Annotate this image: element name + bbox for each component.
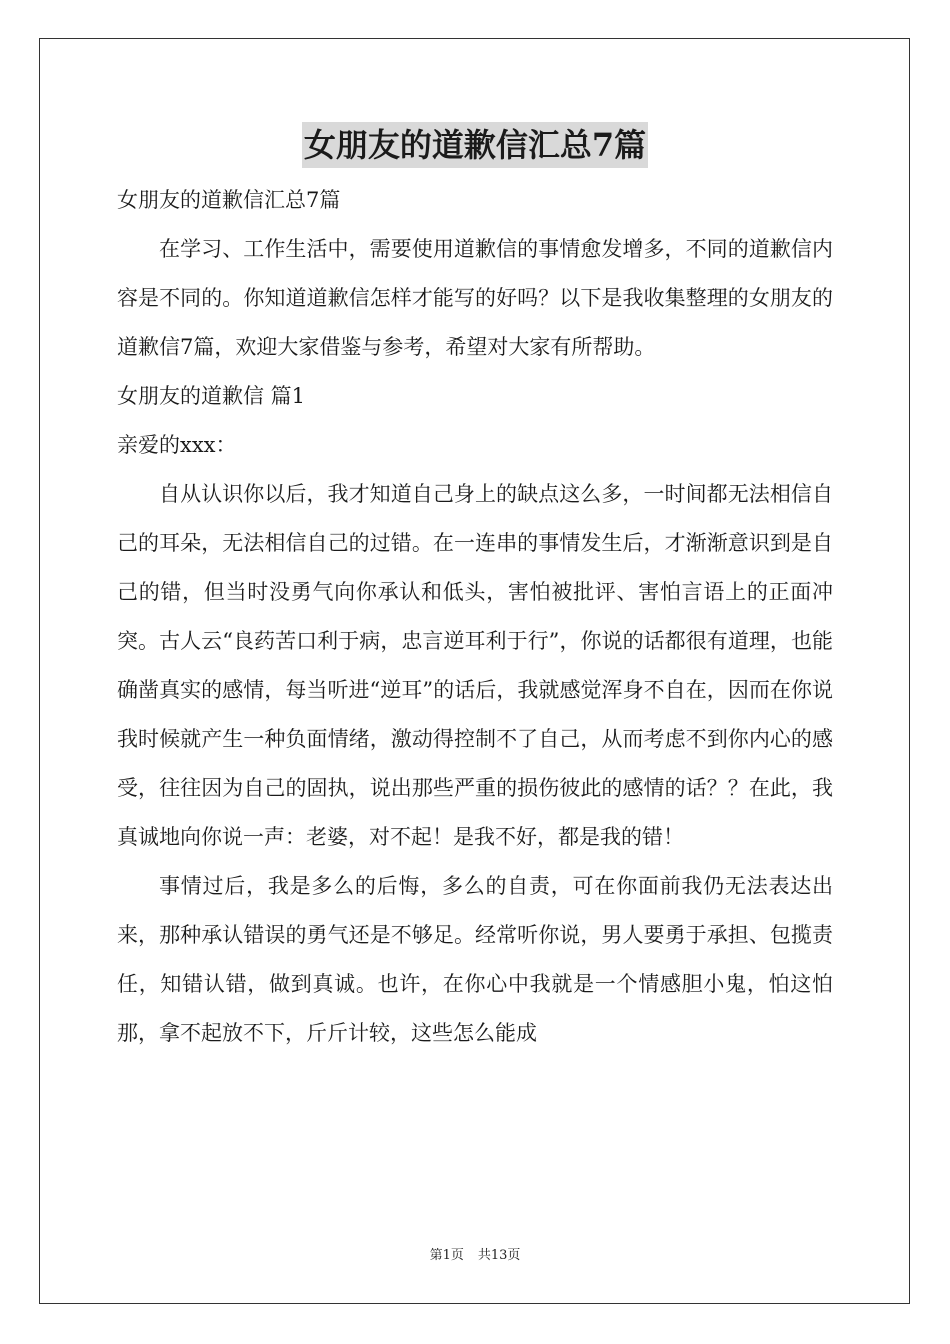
paragraph-intro: 在学习、工作生活中，需要使用道歉信的事情愈发增多，不同的道歉信内容是不同的。你知道道歉信怎样才能写的好吗？以下是我收集整理的女朋友的道歉信7篇，欢迎大家借鉴与参考，希望对大家有所帮助。 — [117, 237, 833, 359]
page-total: 共13页 — [477, 1248, 521, 1263]
paragraph-subtitle: 女朋友的道歉信汇总7篇 — [117, 188, 341, 212]
page-footer — [0, 1246, 950, 1266]
document-title: 女朋友的道歉信汇总7篇 — [302, 122, 648, 168]
document-body — [117, 176, 833, 1058]
section-heading: 女朋友的道歉信 篇1 — [117, 384, 306, 408]
title-wrap — [0, 122, 950, 168]
salutation: 亲爱的xxx： — [117, 433, 237, 457]
paragraph-body-1: 自从认识你以后，我才知道自己身上的缺点这么多，一时间都无法相信自己的耳朵，无法相信自己的过错。在一连串的事情发生后，才渐渐意识到是自己的错，但当时没勇气向你承认和低头，害怕被批评、害怕言语上的正面冲突。古人云“良药苦口利于病，忠言逆耳利于行”，你说的话都很有道理，也能确凿真实的感情，每当听进“逆耳”的话后，我就感觉浑身不自在，因而在你说我时候就产生一种负面情绪，激动得控制不了自己，从而考虑不到你内心的感受，往往因为自己的固执，说出那些严重的损伤彼此的感情的话？？在此，我真诚地向你说一声：老婆，对不起！是我不好，都是我的错！ — [117, 482, 833, 849]
paragraph-body-2: 事情过后，我是多么的后悔，多么的自责，可在你面前我仍无法表达出来，那种承认错误的勇气还是不够足。经常听你说，男人要勇于承担、包揽责任，知错认错，做到真诚。也许，在你心中我就是一个情感胆小鬼，怕这怕那，拿不起放不下，斤斤计较，这些怎么能成 — [117, 874, 833, 1045]
page-number: 第1页 — [429, 1248, 464, 1263]
